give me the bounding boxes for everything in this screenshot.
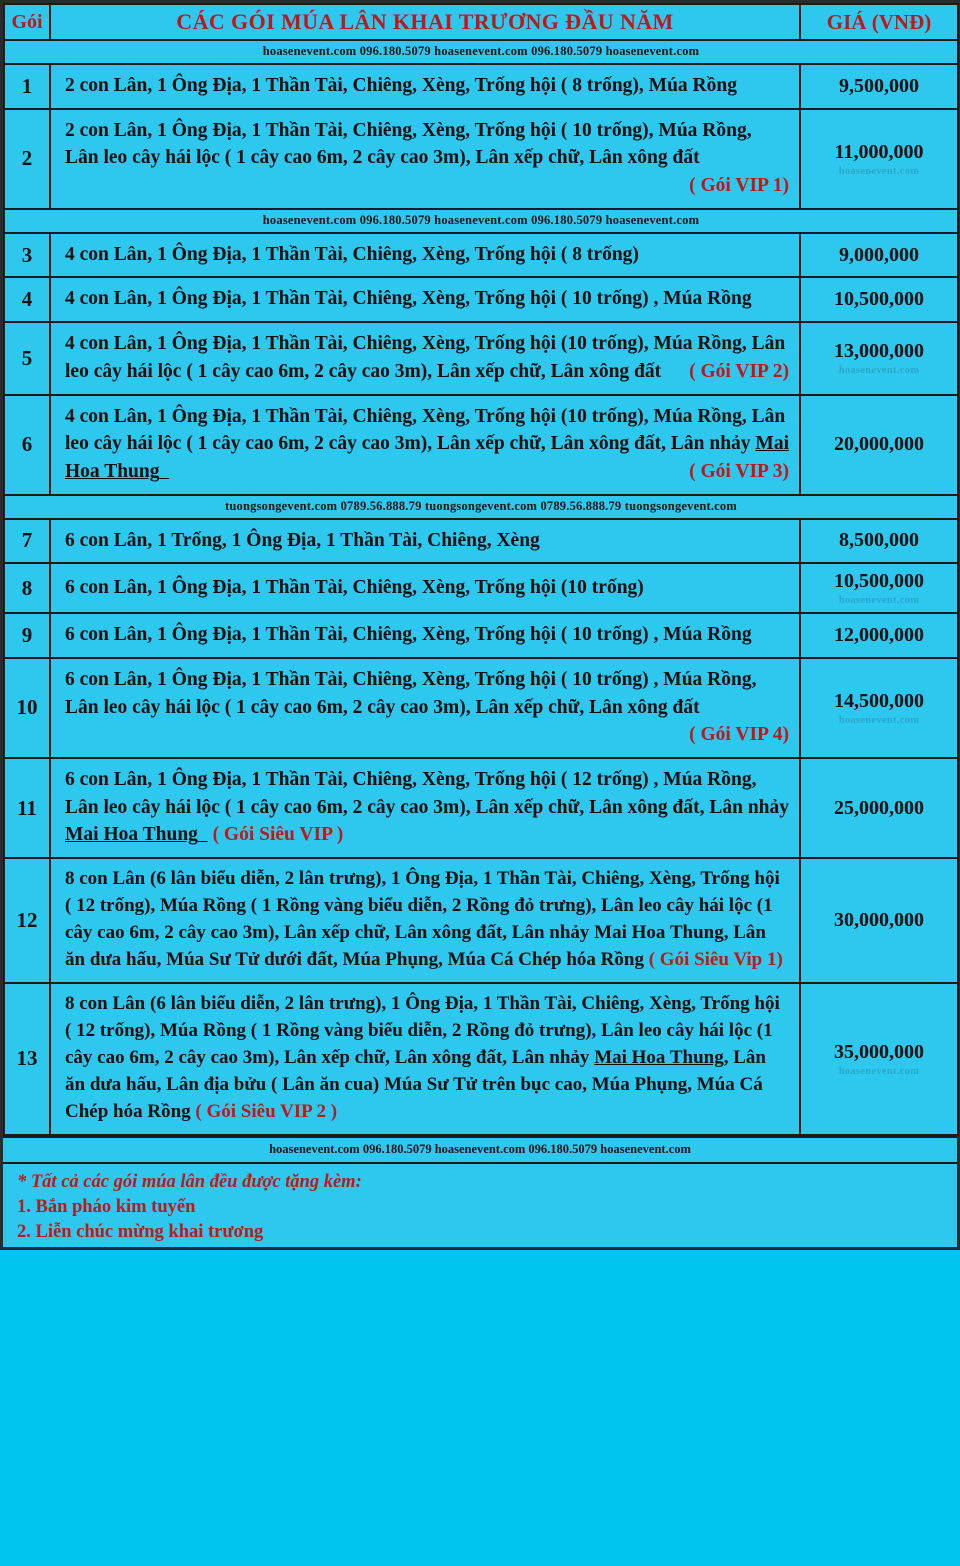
row-number: 1 (4, 64, 50, 109)
row-price (800, 983, 958, 1135)
row-description (50, 983, 800, 1135)
table-row (4, 613, 958, 658)
row-price (800, 233, 958, 278)
row-description: 6 con Lân, 1 Trống, 1 Ông Địa, 1 Thần Tài, Chiêng, Xèng (50, 519, 800, 564)
row-description: 6 con Lân, 1 Ông Địa, 1 Thần Tài, Chiêng, Xèng, Trống hội (10 trống) (50, 563, 800, 613)
price-value: 12,000,000 (834, 624, 924, 647)
price-value: 9,000,000 (839, 243, 919, 266)
footer-notes (3, 1164, 957, 1247)
row-vip-label: ( Gói VIP 1) (689, 175, 789, 197)
row-vip-label: ( Gói Siêu VIP 2 ) (195, 1100, 338, 1122)
row-description: 4 con Lân, 1 Ông Địa, 1 Thần Tài, Chiêng, Xèng, Trống hội ( 10 trống) , Múa Rồng (50, 277, 800, 322)
table-row (4, 983, 958, 1135)
contact-strip-text: hoasenevent.com 096.180.5079 hoasenevent.com 096.180.5079 hoasenevent.com (4, 40, 958, 64)
row-description-underline-pad (159, 461, 169, 482)
row-number: 11 (4, 758, 50, 858)
row-price (800, 613, 958, 658)
row-vip-label: ( Gói Siêu VIP ) (212, 824, 344, 846)
row-number: 5 (4, 322, 50, 394)
footer-item-2: 2. Liễn chúc mừng khai trương (17, 1221, 264, 1242)
row-description-text: 4 con Lân, 1 Ông Địa, 1 Thần Tài, Chiêng, Xèng, Trống hội (10 trống), Múa Rồng, Lân leo cây hái lộc ( 1 cây cao 6m, 2 cây cao 3m), Lân xếp chữ, Lân xông đất (65, 333, 786, 382)
row-vip-label: ( Gói VIP 3) (689, 460, 789, 482)
row-description-underlined: Mai Hoa Thung (65, 433, 789, 482)
footer-note: * Tất cả các gói múa lân đều được tặng kèm: (17, 1171, 362, 1192)
contact-strip-bottom: hoasenevent.com 096.180.5079 hoasenevent.com 096.180.5079 hoasenevent.com (3, 1136, 957, 1164)
contact-strip-text: tuongsongevent.com 0789.56.888.79 tuongsongevent.com 0789.56.888.79 tuongsongevent.com (4, 495, 958, 519)
page-title: CÁC GÓI MÚA LÂN KHAI TRƯƠNG ĐẦU NĂM (50, 4, 800, 40)
contact-strip-top (4, 40, 958, 64)
row-description-text: 2 con Lân, 1 Ông Địa, 1 Thần Tài, Chiêng, Xèng, Trống hội ( 10 trống), Múa Rồng, Lân leo cây hái lộc ( 1 cây cao 6m, 2 cây cao 3m), Lân xếp chữ, Lân xông đất (65, 119, 752, 169)
watermark-text: hoasenevent.com (838, 1065, 920, 1077)
row-number: 8 (4, 563, 50, 613)
row-number: 9 (4, 613, 50, 658)
watermark-text: hoasenevent.com (838, 714, 920, 726)
table-row (4, 322, 958, 394)
price-value: 8,500,000 (839, 529, 919, 552)
row-vip-label: ( Gói VIP 2) (689, 360, 789, 382)
row-description-text-post: , Lân ăn dưa hấu, Lân địa bửu ( Lân ăn cua) Múa Sư Tử trên bục cao, Múa Phụng, Múa Cá Chép hóa Rồng (65, 1046, 766, 1122)
packages-table (3, 3, 959, 1136)
row-number: 3 (4, 233, 50, 278)
table-row (4, 758, 958, 858)
row-vip-label: ( Gói VIP 4) (689, 724, 789, 746)
row-price (800, 109, 958, 209)
row-description (50, 322, 800, 394)
row-price (800, 858, 958, 983)
row-description-underlined: Mai Hoa Thung (594, 1046, 724, 1068)
row-price (800, 64, 958, 109)
row-description-text: 4 con Lân, 1 Ông Địa, 1 Thần Tài, Chiêng, Xèng, Trống hội (10 trống), Múa Rồng, Lân leo cây hái lộc ( 1 cây cao 6m, 2 cây cao 3m), Lân xếp chữ, Lân xông đất, Lân nhảy (65, 405, 786, 455)
price-value: 20,000,000 (834, 433, 924, 456)
price-value: 10,500,000 (834, 570, 924, 593)
row-description: 6 con Lân, 1 Ông Địa, 1 Thần Tài, Chiêng, Xèng, Trống hội ( 10 trống) , Múa Rồng (50, 613, 800, 658)
row-price (800, 322, 958, 394)
contact-strip-middle (4, 209, 958, 233)
header-price-label: GIÁ (VNĐ) (800, 4, 958, 40)
table-row (4, 277, 958, 322)
footer-item-1: 1. Bắn pháo kim tuyến (17, 1196, 196, 1217)
row-price (800, 277, 958, 322)
price-value: 9,500,000 (839, 74, 919, 97)
table-row (4, 658, 958, 758)
row-description (50, 758, 800, 858)
price-value: 13,000,000 (834, 340, 924, 363)
row-description-text: 6 con Lân, 1 Ông Địa, 1 Thần Tài, Chiêng, Xèng, Trống hội ( 12 trống) , Múa Rồng, Lân leo cây hái lộc ( 1 cây cao 6m, 2 cây cao 3m), Lân xếp chữ, Lân xông đất, Lân nhảy (65, 769, 790, 818)
row-description: 2 con Lân, 1 Ông Địa, 1 Thần Tài, Chiêng, Xèng, Trống hội ( 8 trống), Múa Rồng (50, 64, 800, 109)
header-package-label: Gói (4, 4, 50, 40)
row-price (800, 519, 958, 564)
watermark-text: hoasenevent.com (838, 365, 920, 377)
table-row (4, 395, 958, 495)
row-number: 2 (4, 109, 50, 209)
price-value: 10,500,000 (834, 288, 924, 311)
price-value: 14,500,000 (834, 689, 924, 712)
row-description-underlined: Mai Hoa Thung (65, 824, 198, 846)
table-header-row (4, 4, 958, 40)
table-row (4, 64, 958, 109)
row-description (50, 109, 800, 209)
row-number: 12 (4, 858, 50, 983)
price-value: 35,000,000 (834, 1040, 924, 1063)
row-description-underline-pad (198, 824, 208, 845)
row-vip-label: ( Gói Siêu Vip 1) (648, 948, 783, 970)
row-description (50, 858, 800, 983)
row-number: 7 (4, 519, 50, 564)
row-number: 6 (4, 395, 50, 495)
row-number: 4 (4, 277, 50, 322)
row-description: 4 con Lân, 1 Ông Địa, 1 Thần Tài, Chiêng, Xèng, Trống hội ( 8 trống) (50, 233, 800, 278)
watermark-text: hoasenevent.com (838, 595, 920, 607)
table-row (4, 519, 958, 564)
row-price (800, 395, 958, 495)
watermark-text: hoasenevent.com (838, 165, 920, 177)
price-value: 11,000,000 (834, 140, 924, 163)
table-row (4, 109, 958, 209)
row-price (800, 758, 958, 858)
row-description (50, 395, 800, 495)
row-description-text: 6 con Lân, 1 Ông Địa, 1 Thần Tài, Chiêng, Xèng, Trống hội ( 10 trống) , Múa Rồng, Lân leo cây hái lộc ( 1 cây cao 6m, 2 cây cao 3m), Lân xếp chữ, Lân xông đất (65, 668, 757, 718)
row-price (800, 658, 958, 758)
row-number: 13 (4, 983, 50, 1135)
row-description (50, 658, 800, 758)
row-price (800, 563, 958, 613)
row-description-text: 8 con Lân (6 lân biểu diễn, 2 lân trưng), 1 Ông Địa, 1 Thần Tài, Chiêng, Xèng, Trống hội ( 12 trống), Múa Rồng ( 1 Rồng vàng biểu diễn, 2 Rồng đỏ trưng), Lân leo cây hái lộc (1 cây cao 6m, 2 cây cao 3m), Lân xếp chữ, Lân xông đất, Lân nhảy (65, 992, 780, 1068)
table-row (4, 233, 958, 278)
contact-strip-tuongson (4, 495, 958, 519)
price-value: 25,000,000 (834, 796, 924, 819)
contact-strip-text: hoasenevent.com 096.180.5079 hoasenevent.com 096.180.5079 hoasenevent.com (4, 209, 958, 233)
table-row (4, 563, 958, 613)
price-value: 30,000,000 (834, 909, 924, 931)
row-description-text: 8 con Lân (6 lân biểu diễn, 2 lân trưng), 1 Ông Địa, 1 Thần Tài, Chiêng, Xèng, Trống hội ( 12 trống), Múa Rồng ( 1 Rồng vàng biểu diễn, 2 Rồng đỏ trưng), Lân leo cây hái lộc (1 cây cao 6m, 2 cây cao 3m), Lân xếp chữ, Lân xông đất, Lân nhảy Mai Hoa Thung, Lân ăn dưa hấu, Múa Sư Tử dưới đất, Múa Phụng, Múa Cá Chép hóa Rồng (65, 868, 780, 970)
table-row (4, 858, 958, 983)
row-number: 10 (4, 658, 50, 758)
